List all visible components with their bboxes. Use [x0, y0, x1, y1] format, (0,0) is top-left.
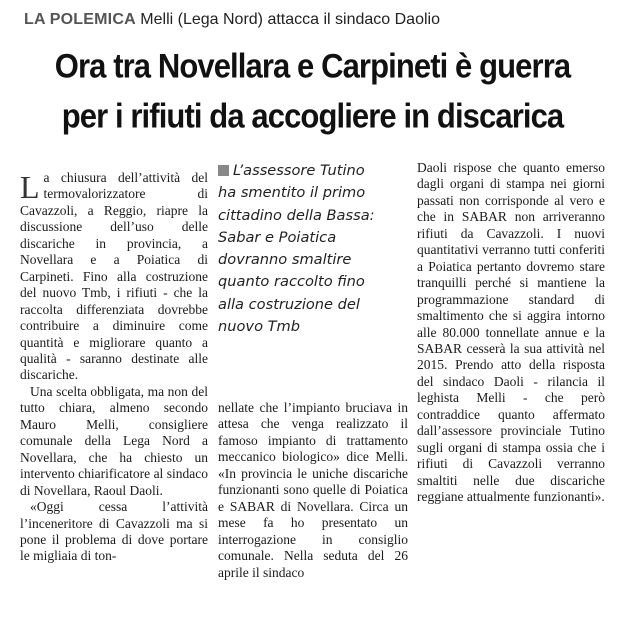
- pull-quote-line: dovranno smaltire: [218, 251, 352, 269]
- pull-quote-line: ha smentito il primo: [218, 184, 366, 202]
- drop-cap: L: [20, 169, 40, 205]
- paragraph-3: «Oggi cessa l’attività l’inceneritore di Cavazzoli ma si pone il problema di dove portare le migliaia di ton-: [20, 499, 208, 564]
- pull-quote: [218, 160, 414, 338]
- article-column-1: [20, 170, 208, 565]
- paragraph-2: Una scelta obbligata, ma non del tutto chiara, almeno secondo Mauro Melli, consigliere comunale della Lega Nord a Novellara, che ha chiesto un intervento chiarificatore al sindaco di Novellara, Raoul Daoli.: [20, 383, 208, 498]
- paragraph-column-2: nellate che l’impianto bruciava in attesa che venga realizzato il famoso impianto di trattamento meccanico biologico» dice Melli. «In provincia le uniche discariche funzionanti sono quelle di Poiatica e SABAR di Novellara. Circa un mese fa ho presentato un interrogazione in consiglio comunale. Nella seduta del 26 aprile il sindaco: [218, 400, 408, 580]
- pull-quote-line: nuovo Tmb: [218, 318, 301, 336]
- pull-quote-line: alla costruzione del: [218, 295, 360, 313]
- headline-line-1: Ora tra Novellara e Carpineti è guerra: [54, 46, 571, 86]
- article-column-2: [218, 400, 408, 581]
- paragraph-1: [20, 170, 208, 384]
- article-column-3: [417, 160, 605, 506]
- paragraph-1-text: a chiusura dell’attività del termovalorizzatore di Cavazzoli, a Reggio, riapre la discussione dell’uso delle discariche in provincia, a Novellara e a Poiatica di Carpineti. Fino alla costruzione del nuovo Tmb, i rifiuti - che la raccolta differenziata dovrebbe contribuire a diminuire come quantità e migliorare quanto a qualità - saranno destinate alle discariche.: [20, 170, 208, 383]
- paragraph-column-3: Daoli rispose che quanto emerso dagli organi di stampa nei giorni passati non corrisponde al vero e che in SABAR non arriveranno rifiuti da Cavazzoli. I nuovi quantitativi verranno tutti conferiti a Poiatica pertanto dovremo stare tranquilli perché si mantiene la programmazione standard di smaltimento che si aggira intorno alle 80.000 tonnellate annue e la SABAR cesserà la sua attività nel 2015. Prendo atto della risposta del sindaco Daoli - rilancia il leghista Melli - che però contraddice quanto affermato dall’assessore provinciale Tutino sugli organi di stampa ossia che i rifiuti di Cavazzoli verranno smaltiti nelle due discariche reggiane attualmente funzionanti».: [417, 160, 605, 505]
- pull-quote-line: L’assessore Tutino: [218, 160, 414, 182]
- pull-quote-line: quanto raccolto fino: [218, 273, 365, 291]
- pull-quote-line: Sabar e Poiatica: [218, 228, 337, 246]
- headline-line-2: per i rifiuti da accogliere in discarica: [61, 96, 564, 136]
- square-bullet-icon: [218, 165, 229, 176]
- kicker-tag: LA POLEMICA: [24, 11, 136, 28]
- pull-quote-line: cittadino della Bassa:: [218, 206, 375, 224]
- kicker: [24, 10, 604, 30]
- kicker-text: Melli (Lega Nord) attacca il sindaco Daolio: [140, 11, 440, 28]
